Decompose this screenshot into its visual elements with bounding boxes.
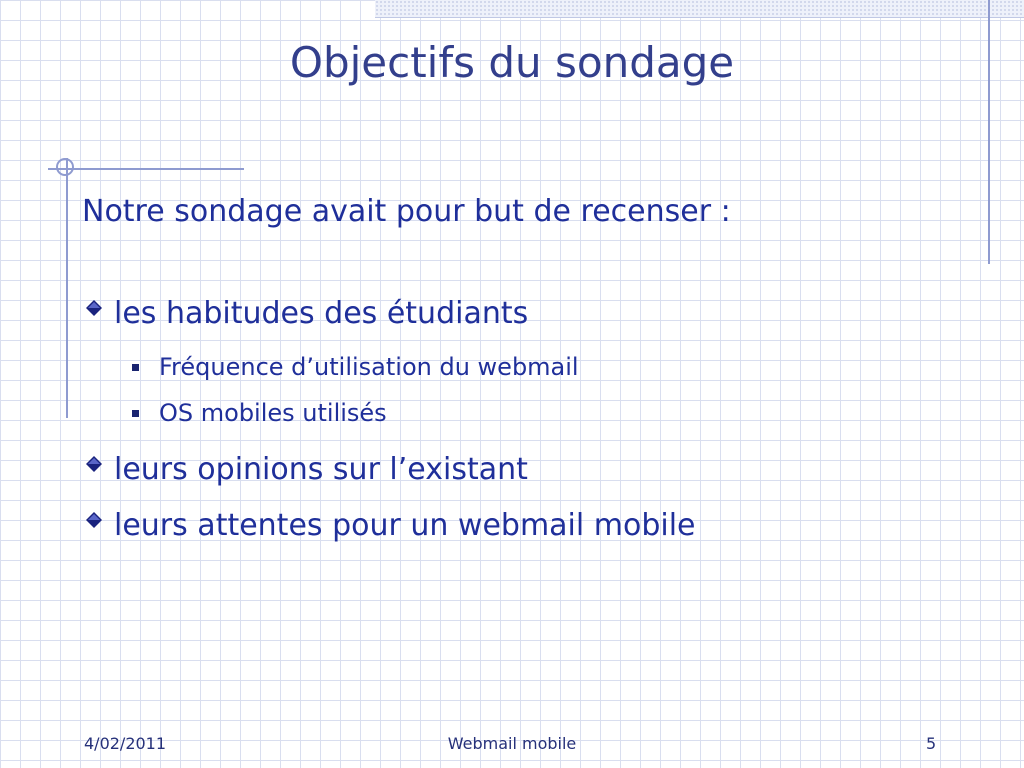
slide-title: Objectifs du sondage (289, 38, 735, 87)
diamond-bullet-icon (86, 456, 102, 472)
footer-center-text: Webmail mobile (447, 734, 577, 753)
left-horizontal-decorative-line (48, 168, 244, 170)
sub-bullet-label: Fréquence d’utilisation du webmail (159, 353, 579, 381)
diamond-bullet-icon (86, 300, 102, 316)
page-number: 5 (926, 734, 937, 753)
top-decorative-band (375, 0, 1024, 18)
square-bullet-icon (132, 410, 139, 417)
sub-bullet-item (132, 390, 982, 436)
bullet-item (82, 292, 982, 336)
bullet-label: les habitudes des étudiants (114, 296, 529, 331)
bullet-item (82, 448, 982, 492)
diamond-bullet-icon (86, 512, 102, 528)
sub-bullet-item (132, 344, 982, 390)
left-vertical-decorative-line (66, 158, 68, 418)
footer-date: 4/02/2011 (84, 734, 167, 753)
intro-text: Notre sondage avait pour but de recenser : (82, 194, 731, 229)
slide-body (82, 190, 982, 548)
bullet-label: leurs attentes pour un webmail mobile (114, 508, 696, 543)
square-bullet-icon (132, 364, 139, 371)
bullet-label: leurs opinions sur l’existant (114, 452, 528, 487)
crosshair-circle-icon (56, 158, 74, 176)
bullet-item (82, 504, 982, 548)
sub-bullet-label: OS mobiles utilisés (159, 399, 387, 427)
